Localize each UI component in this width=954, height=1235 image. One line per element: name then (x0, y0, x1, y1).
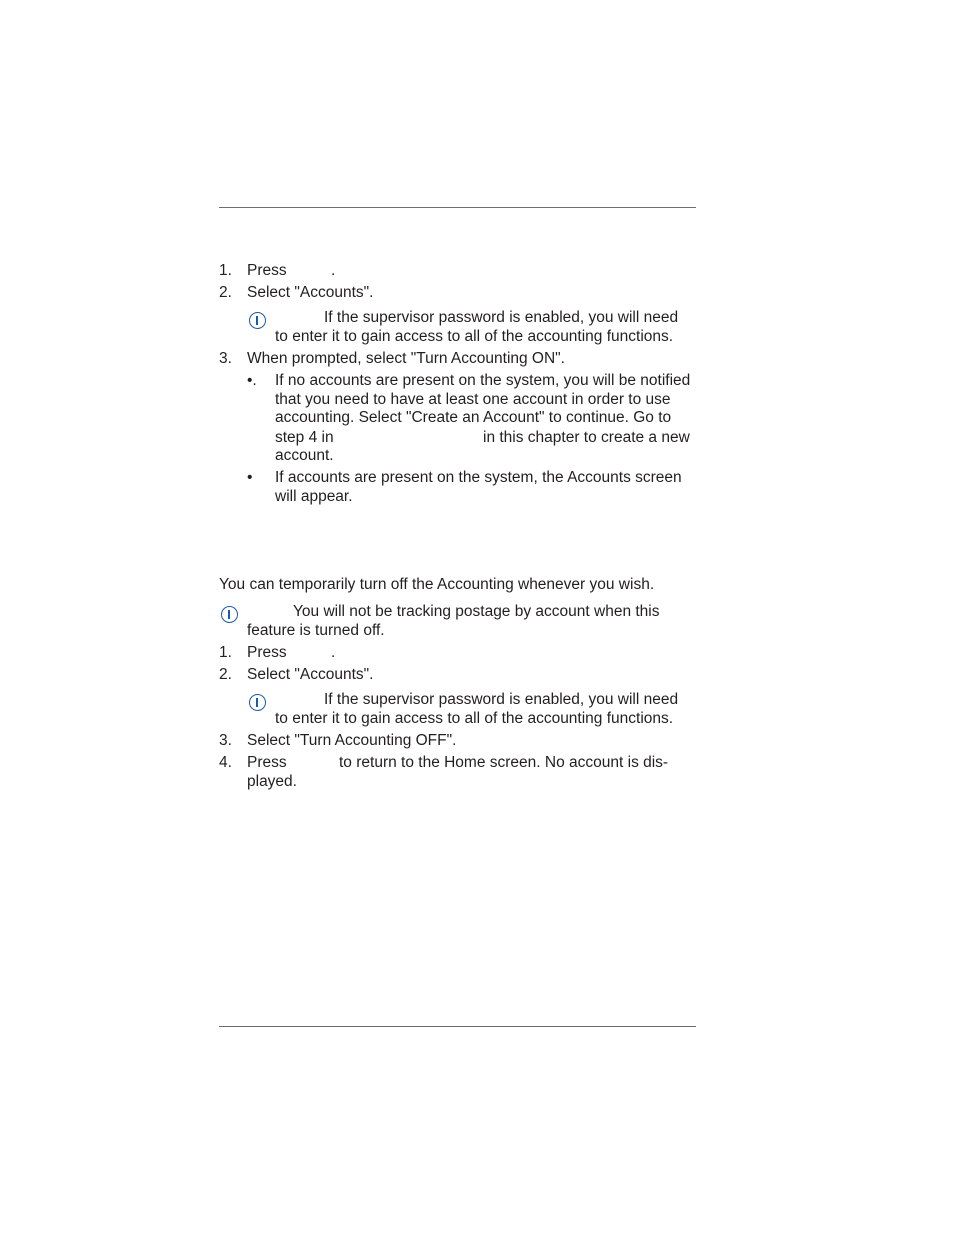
info-icon (249, 694, 266, 711)
step-text-end: . (331, 262, 336, 279)
bullet-text: in this chapter to create a new (483, 429, 690, 446)
step-number: 1. (219, 262, 232, 279)
bullet-text: If no accounts are present on the system, you will be notified (275, 372, 691, 389)
step-text: Press (247, 644, 287, 661)
info-icon (221, 606, 238, 623)
step-text: Select "Turn Accounting OFF". (247, 732, 457, 749)
bullet-marker: •. (247, 372, 257, 389)
note-text: If the supervisor password is enabled, you will need (324, 309, 679, 326)
bullet-text: that you need to have at least one account in order to use (275, 391, 671, 408)
step-text: to return to the Home screen. No account is dis- (339, 754, 669, 771)
step-number: 2. (219, 666, 232, 683)
step-text: Select "Accounts". (247, 666, 374, 683)
bullet-text: will appear. (275, 488, 353, 505)
step-text: When prompted, select "Turn Accounting ON". (247, 350, 565, 367)
step-text-end: . (331, 644, 336, 661)
bullet-text: If accounts are present on the system, the Accounts screen (275, 469, 682, 486)
bottom-rule (219, 1026, 696, 1027)
bullet-marker: • (247, 469, 253, 486)
note-text: If the supervisor password is enabled, you will need (324, 691, 679, 708)
top-rule (219, 207, 696, 208)
info-icon (249, 312, 266, 329)
intro-paragraph: You can temporarily turn off the Accounting whenever you wish. (219, 576, 655, 593)
note-text: to enter it to gain access to all of the accounting functions. (275, 710, 674, 727)
bullet-text: accounting. Select "Create an Account" to continue. Go to (275, 409, 672, 426)
step-number: 1. (219, 644, 232, 661)
step-number: 2. (219, 284, 232, 301)
bullet-text: account. (275, 447, 334, 464)
step-text: played. (247, 773, 297, 790)
note-text: to enter it to gain access to all of the accounting functions. (275, 328, 674, 345)
step-text: Press (247, 754, 287, 771)
step-number: 3. (219, 732, 232, 749)
note-text: You will not be tracking postage by account when this (293, 603, 660, 620)
bullet-text: step 4 in (275, 429, 334, 446)
step-number: 4. (219, 754, 232, 771)
step-number: 3. (219, 350, 232, 367)
step-text: Select "Accounts". (247, 284, 374, 301)
step-text: Press (247, 262, 287, 279)
note-text: feature is turned off. (247, 622, 385, 639)
